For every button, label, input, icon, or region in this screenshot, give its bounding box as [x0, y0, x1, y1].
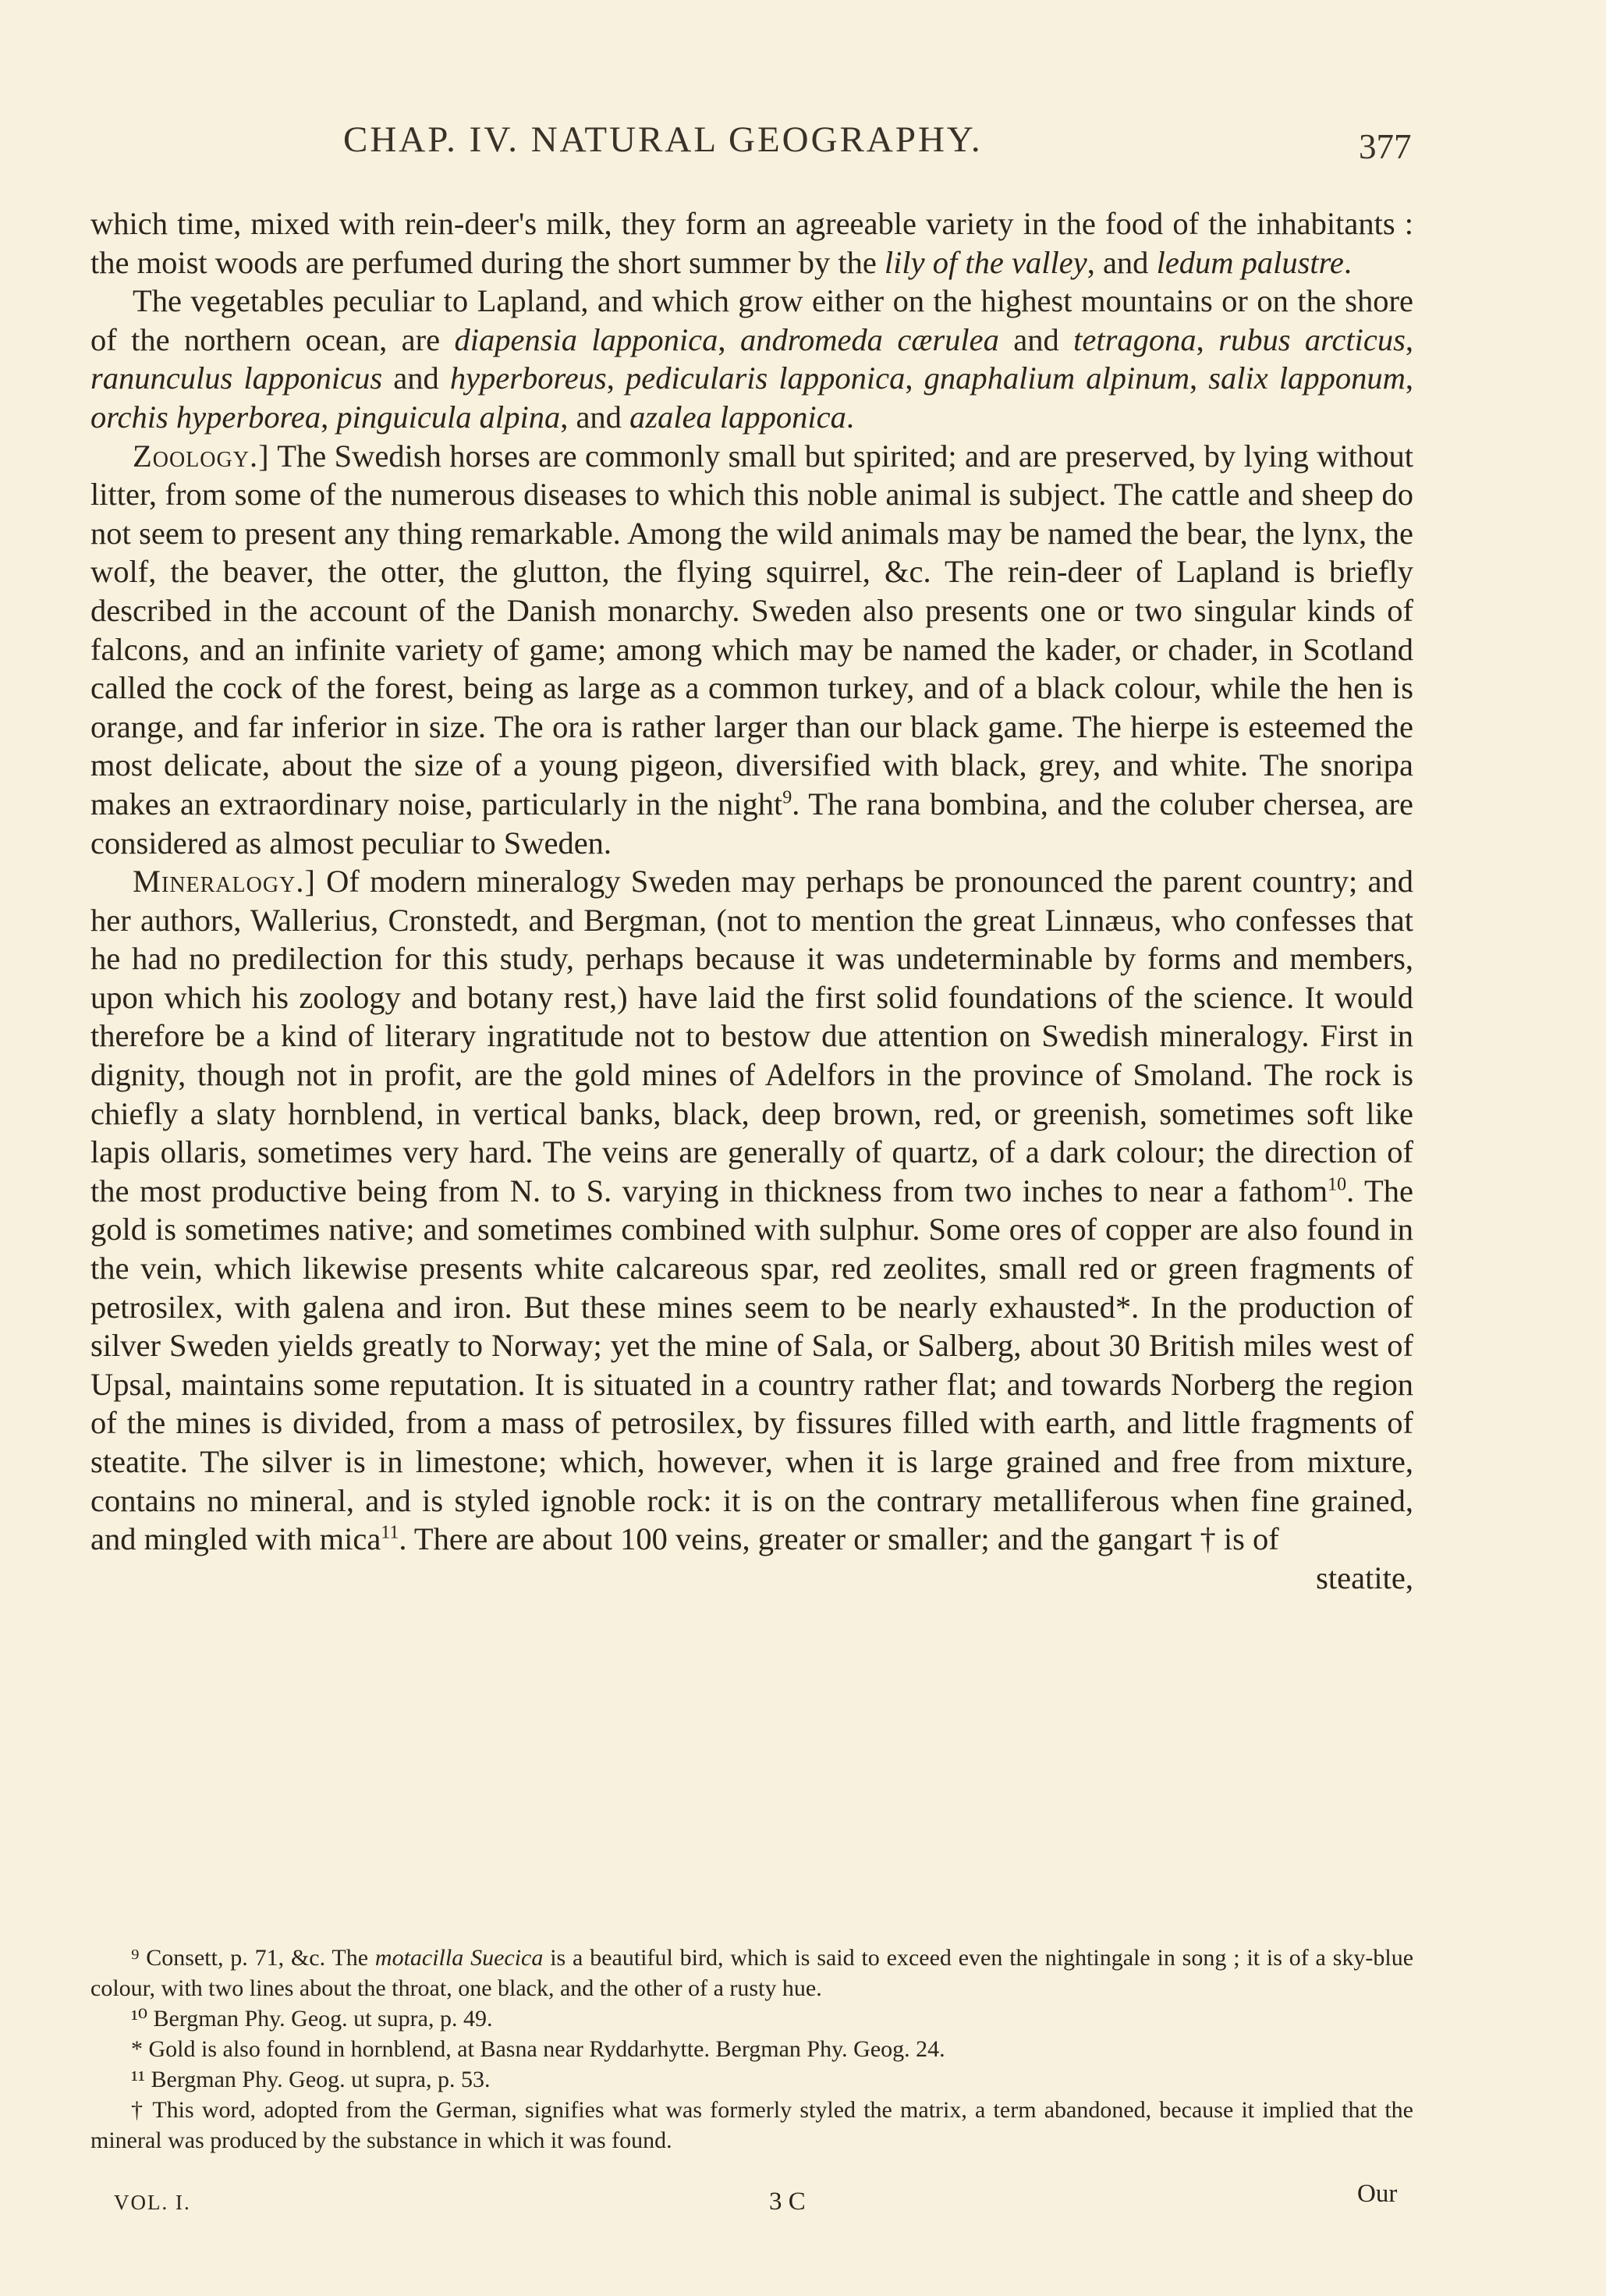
section-heading-zoology: Zoology.]: [133, 438, 270, 474]
footnote-ref-10[interactable]: 10: [1328, 1174, 1347, 1195]
text-run: . The gold is sometimes native; and sometimes combined with sulphur. Some ores of copper are also found in the vein, which likewise presents white calcareous spar, red zeolites, small red or green fragments of petrosilex, with galena and iron. But these mines seem to be nearly exhausted*. In the production of silver Sweden yields greatly to Norway; yet the mine of Sala, or Salberg, about 30 British miles west of Upsal, maintains some reputation. It is situated in a country rather flat; and towards Norberg the region of the mines is divided, from a mass of petrosilex, by fissures filled with earth, and little fragments of steatite. The silver is in limestone; which, however, when it is large grained and free from mixture, contains no mineral, and is styled ignoble rock: it is on the contrary metalliferous when fine grained, and mingled with mica: [90, 1173, 1414, 1557]
text-run: ,: [905, 360, 924, 396]
italic-run: pedicularis lapponica: [626, 360, 906, 396]
text-run: ,: [1189, 360, 1209, 396]
text-run: and: [998, 321, 1074, 357]
italic-run: azalea lapponica: [629, 399, 846, 435]
italic-run: gnaphalium alpinum: [924, 360, 1190, 396]
italic-run: tetragona: [1073, 321, 1197, 357]
italic-run: ledum palustre: [1156, 244, 1344, 280]
italic-run: rubus arcticus: [1218, 321, 1406, 357]
signature-mark: 3 C: [769, 2188, 806, 2216]
text-run: The vegetables peculiar to Lapland, and which grow either on the highest mountains or on the shore of the northern ocean, are: [90, 283, 1413, 357]
paragraph-2: [90, 282, 1413, 436]
text-run: which time, mixed with rein-deer's milk, they form an agreeable variety in the food of the inhabitants : the moist woods are perfumed during the short summer by the: [90, 206, 1413, 280]
footnote-9: [90, 1943, 1413, 2003]
footnotes: [90, 1943, 1413, 2156]
text-run: ,: [606, 360, 626, 396]
body-text: [90, 204, 1413, 1597]
paragraph-mineralogy: [90, 862, 1413, 1559]
text-run: .: [846, 399, 855, 435]
italic-run: andromeda cærulea: [739, 321, 999, 357]
text-run: ⁹ Consett, p. 71, &c. The: [131, 1945, 375, 1971]
last-line: steatite,: [1316, 1560, 1413, 1595]
text-run: ,: [1405, 321, 1413, 357]
italic-run: motacilla Suecica: [374, 1945, 544, 1971]
text-run: is a beautiful bird, which is said to exceed even the nightingale in song ; it is of a sky-blue colour, with two lines about the throat, one black, and the other of a rusty hue.: [90, 1945, 1414, 2001]
footnote-star: * Gold is also found in hornblend, at Basna near Ryddarhytte. Bergman Phy. Geog. 24.: [131, 2036, 945, 2062]
catchword: Our: [1357, 2180, 1398, 2208]
page-number: 377: [1359, 127, 1412, 166]
text-run: Of modern mineralogy Sweden may perhaps be pronounced the parent country; and her authors, Wallerius, Cronstedt, and Bergman, (not to mention the great Linnæus, who confesses that he had no predilection for this study, perhaps because it was undeterminable by forms and members, upon which his zoology and botany rest,) have laid the first solid foundations of the science. It would therefore be a kind of literary ingratitude not to bestow due attention on Swedish mineralogy. First in dignity, though not in profit, are the gold mines of Adelfors in the province of Smoland. The rock is chiefly a slaty hornblend, in vertical banks, black, deep brown, red, or greenish, sometimes soft like lapis ollaris, sometimes very hard. The veins are generally of quartz, of a dark colour; the direction of the most productive being from N. to S. varying in thickness from two inches to near a fathom: [90, 864, 1413, 1208]
text-run: The Swedish horses are commonly small but spirited; and are preserved, by lying without litter, from some of the numerous diseases to which this noble animal is subject. The cattle and sheep do not seem to present any thing remarkable. Among the wild animals may be named the bear, the lynx, the wolf, the beaver, the otter, the glutton, the flying squirrel, &c. The rein-deer of Lapland is briefly described in the account of the Danish monarchy. Sweden also presents one or two singular kinds of falcons, and an infinite variety of game; among which may be named the kader, or chader, in Scotland called the cock of the forest, being as large as a common turkey, and of a black colour, while the hen is orange, and far inferior in size. The ora is rather larger than our black game. The hierpe is esteemed the most delicate, about the size of a young pigeon, diversified with black, grey, and white. The snoripa makes an extraordinary noise, particularly in the night: [90, 438, 1413, 822]
italic-run: pinguicula alpina: [336, 399, 561, 435]
section-heading-mineralogy: Mineralogy.]: [133, 864, 316, 900]
text-run: , and: [560, 399, 630, 435]
text-run: , and: [1087, 244, 1157, 280]
text-run: ,: [1405, 360, 1413, 396]
italic-run: orchis hyperborea: [90, 399, 321, 435]
italic-run: salix lapponum: [1208, 360, 1406, 396]
footnote-ref-11[interactable]: 11: [381, 1522, 399, 1543]
footnote-dagger: † This word, adopted from the German, signifies what was formerly styled the matrix, a term abandoned, because it implied that the mineral was produced by the substance in which it was found.: [90, 2097, 1413, 2153]
running-title: CHAP. IV. NATURAL GEOGRAPHY.: [343, 119, 983, 160]
volume-signature: VOL. I.: [114, 2191, 191, 2214]
paragraph-zoology: [90, 437, 1413, 863]
footnote-ref-9[interactable]: 9: [782, 787, 792, 808]
italic-run: lily of the valley: [884, 244, 1087, 280]
footnote-11: ¹¹ Bergman Phy. Geog. ut supra, p. 53.: [131, 2067, 491, 2092]
italic-run: diapensia lapponica: [454, 321, 718, 357]
paragraph-1: [90, 204, 1413, 282]
text-run: ,: [1196, 321, 1219, 357]
text-run: and: [382, 360, 450, 396]
italic-run: ranunculus lapponicus: [90, 360, 383, 396]
text-run: ,: [718, 321, 740, 357]
text-run: . There are about 100 veins, greater or smaller; and the gangart † is of: [399, 1521, 1279, 1557]
footnote-10: ¹⁰ Bergman Phy. Geog. ut supra, p. 49.: [131, 2006, 493, 2032]
text-run: .: [1343, 244, 1353, 280]
text-run: . The rana bombina, and the coluber chersea, are considered as almost peculiar to Sweden.: [90, 786, 1414, 861]
italic-run: hyperboreus: [449, 360, 607, 396]
text-run: ,: [321, 399, 337, 435]
